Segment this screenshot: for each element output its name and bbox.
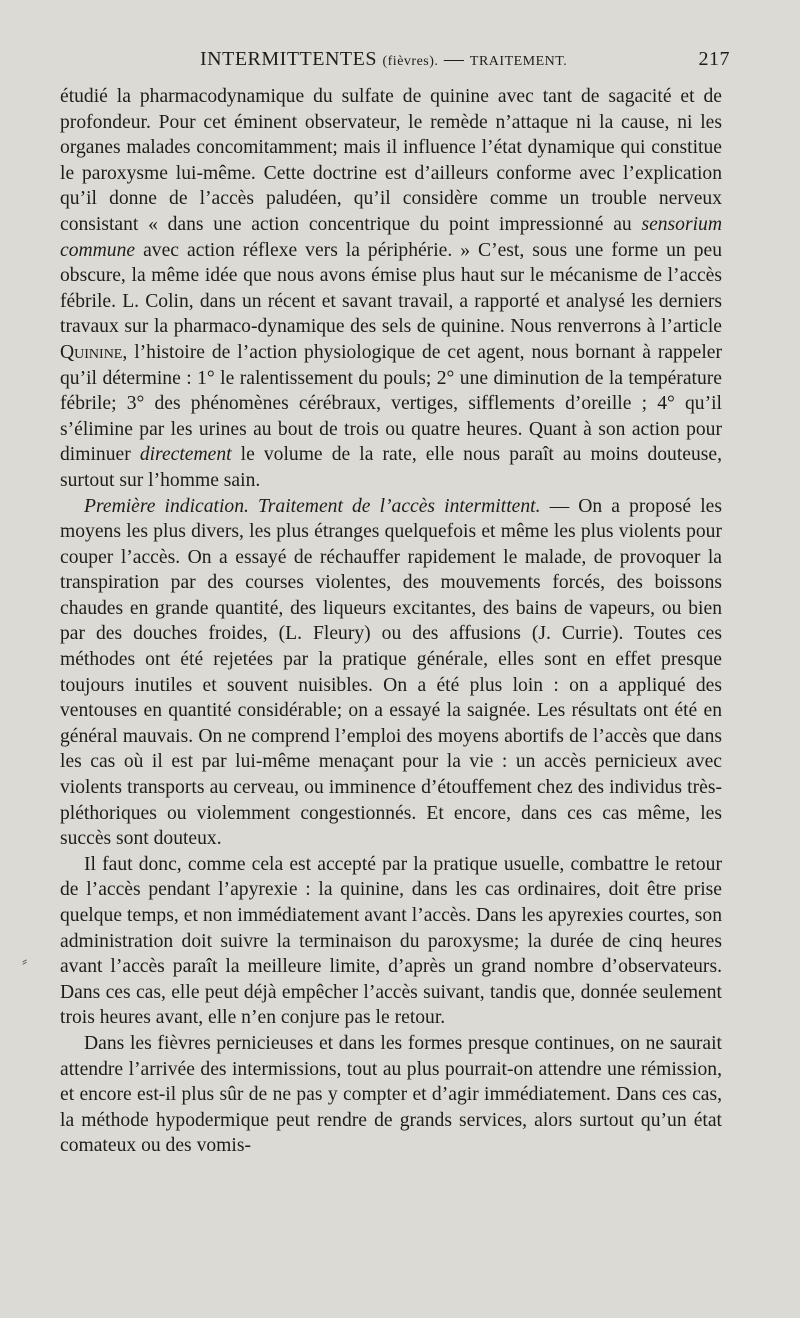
text-segment: avec action réflexe vers la périphérie. » C’est, sous une forme un peu obscure, la même idée que nous avons émise plus haut sur le mécanisme de l’accès fébrile. L. Colin, dans un récent et savant travail, a rapporté et analysé les derniers travaux sur la pharmaco-dynamique des sels de quinine. Nous renverrons à l’article [60, 239, 722, 338]
paragraph-2 [60, 494, 722, 852]
text-segment: Il faut donc, comme cela est accepté par la pratique usuelle, combattre le retour de l’accès pendant l’apyrexie : la quinine, dans les cas ordinaires, doit être prise quelque temps, et non immédiatement avant l’accès. Dans les apyrexies courtes, son administration doit suivre la terminaison du paroxysme; la durée de cinq heures avant l’accès paraît la meilleure limite, d’après un grand nombre d’observateurs. Dans ces cas, elle peut déjà empêcher l’accès suivant, tandis que, donnée seulement trois heures avant, elle n’en conjure pas le retour. [60, 853, 722, 1029]
running-title [200, 48, 567, 71]
small-caps-segment: Quinine [60, 341, 123, 363]
text-segment: — On a proposé les moyens les plus divers, les plus étranges quelquefois et même les plus violents pour couper l’accès. On a essayé de réchauffer rapidement le malade, de provoquer la transpiration par des courses violentes, des mouvements forcés, des boissons chaudes en grande quantité, des liqueurs excitantes, des bains de vapeurs, ou bien par des douches froides, (L. Fleury) ou des affusions (J. Currie). Toutes ces méthodes ont été rejetées par la pratique générale, elles sont en effet presque toujours inutiles et souvent nuisibles. On a été plus loin : on a appliqué des ventouses en quantité considérable; on a essayé la saignée. Les résultats ont été en général mauvais. On ne comprend l’emploi des moyens abortifs de l’accès que dans les cas où il est par lui-même menaçant pour la vie : un accès pernicieux avec violents transports au cerveau, ou imminence d’étouffement chez des individus très-pléthoriques ou violemment congestionnés. Et encore, dans ces cas même, les succès sont douteux. [60, 495, 722, 850]
paragraph-1 [60, 84, 722, 494]
text-segment: Dans les fièvres pernicieuses et dans les formes presque continues, on ne saurait attendre l’arrivée des intermissions, tout au plus pourrait-on attendre une rémission, et encore est-il plus sûr de ne pas y compter et d’agir immédiatement. Dans ces cas, la méthode hypodermique peut rendre de grands services, alors surtout qu’un état comateux ou des vomis- [60, 1032, 722, 1157]
header-title-main: INTERMITTENTES [200, 48, 377, 70]
page-number: 217 [698, 48, 730, 70]
margin-mark: ⸗ [22, 953, 28, 970]
text-segment: le volume de la rate, elle nous paraît au moins douteuse, surtout sur l’homme sain. [60, 444, 722, 491]
paragraph-3 [60, 852, 722, 1031]
header-dash: — [443, 48, 465, 70]
body-text [60, 84, 722, 1159]
italic-segment: sensorium commune [60, 213, 722, 261]
section-heading-italic: Première indication. Traitement de l’accès intermittent. [84, 495, 541, 517]
text-segment: , l’histoire de l’action physiologique de cet agent, nous bornant à rappeler qu’il détermine : 1° le ralentissement du pouls; 2° une diminution de la température fébrile; 3° des phénomènes cérébraux, vertiges, sifflements d’oreille ; 4° qu’il s’élimine par les urines au bout de trois ou quatre heures. Quant à son action pour diminuer [60, 341, 722, 466]
italic-segment: directement [139, 444, 232, 466]
header-section: TRAITEMENT. [469, 54, 568, 69]
text-segment: étudié la pharmacodynamique du sulfate de quinine avec tant de sagacité et de profondeur. Pour cet éminent observateur, le remède n’attaque ni la cause, ni les organes malades concomitamment; mais il influence l’état dynamique qui constitue le paroxysme lui-même. Cette doctrine est d’ailleurs conforme avec l’explication qu’il donne de l’accès paludéen, qu’il considère comme un trouble nerveux consistant « dans une action concentrique du point impressionné au [60, 86, 722, 235]
running-header [60, 48, 730, 80]
paragraph-4 [60, 1031, 722, 1159]
header-title-paren: (fièvres). [382, 54, 439, 69]
